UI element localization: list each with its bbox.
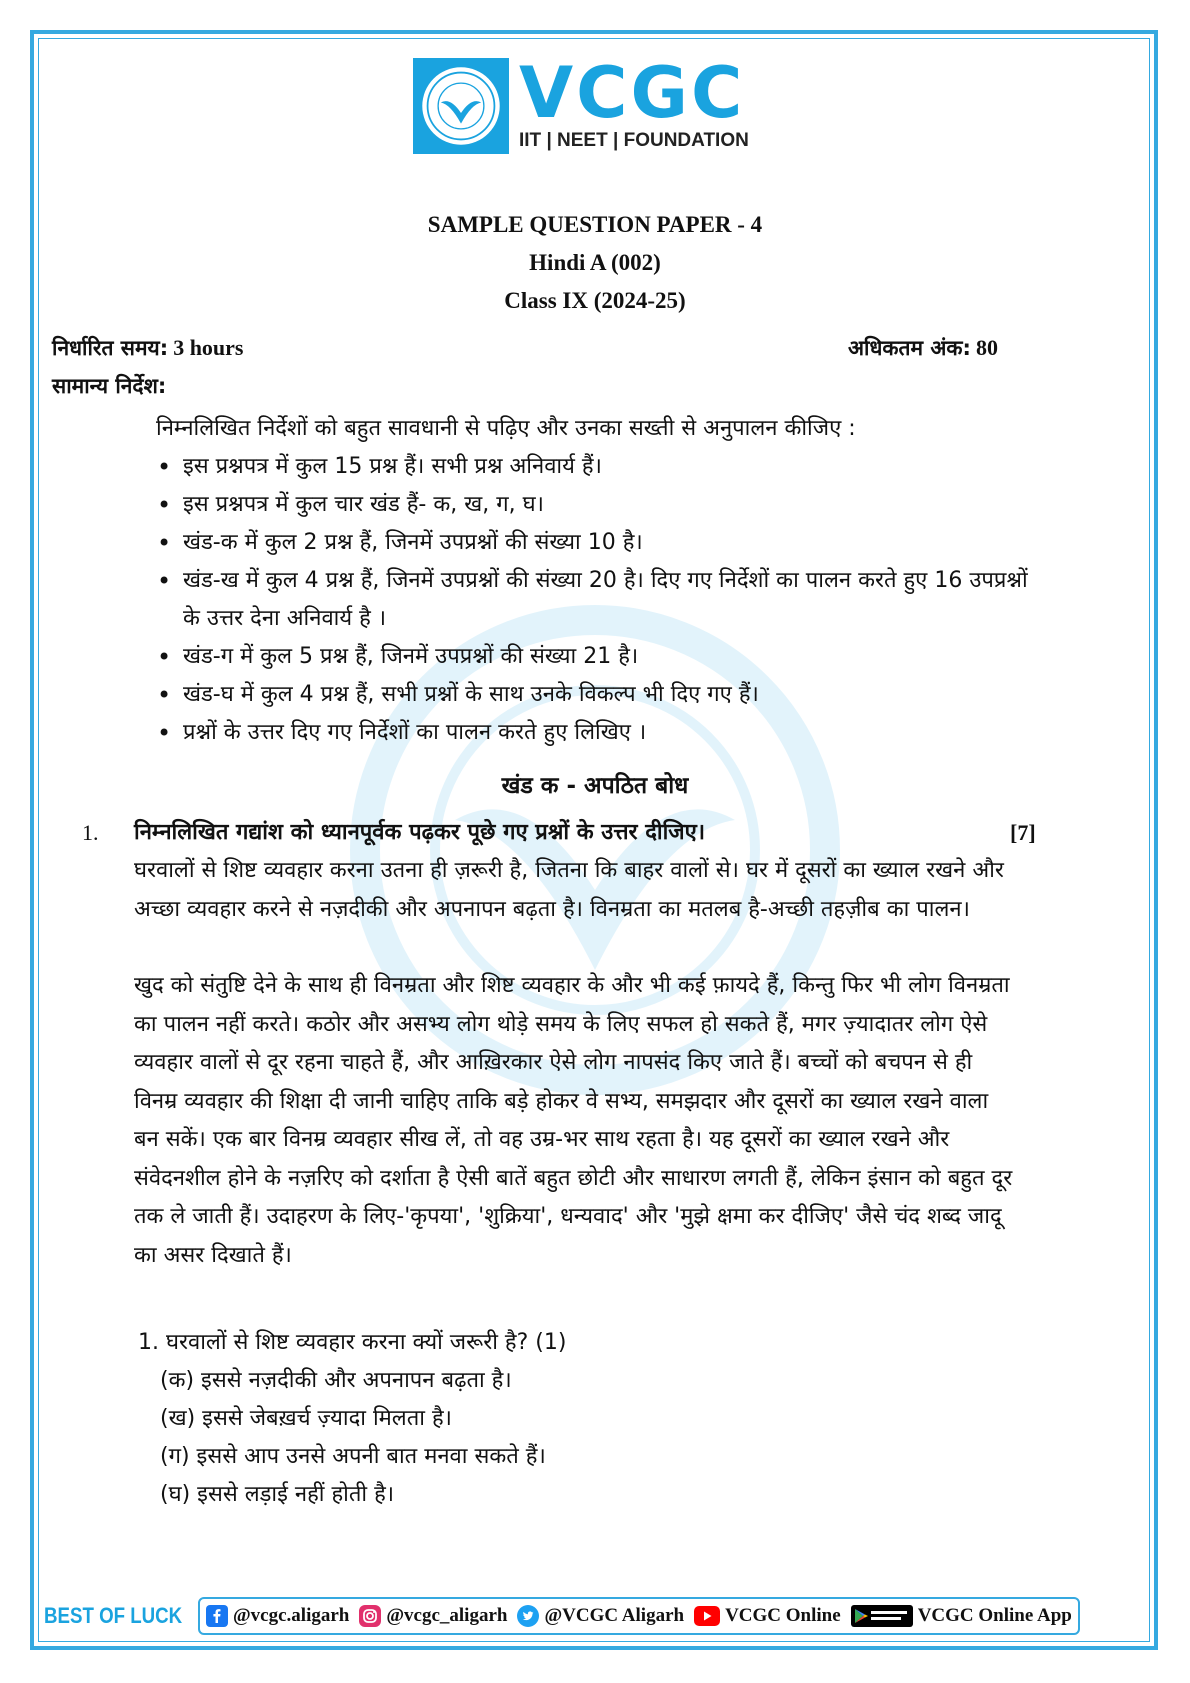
instruction-item: • प्रश्नों के उत्तर दिए गए निर्देशों का पालन करते हुए लिखिए । bbox=[155, 714, 1035, 752]
passage-paragraph-2: खुद को संतुष्टि देने के साथ ही विनम्रता और शिष्ट व्यवहार के और भी कई फ़ायदे हैं, किन्तु फिर भी लोग विनम्रता का पालन नहीं करते। कठोर और असभ्य लोग थोड़े समय के लिए सफल हो सकते हैं, मगर ज़्यादातर लोग ऐसे व्यवहार वालों से दूर रहना चाहते हैं, और आख़िरकार ऐसे लोग नापसंद किए जाते हैं। बच्चों को बचपन से ही विनम्र व्यवहार की शिक्षा दी जानी चाहिए ताकि बड़े होकर वे सभ्य, समझदार और दूसरों का ख्याल रखने वाला बन सकें। एक बार विनम्र व्यवहार सीख लें, तो वह उम्र-भर साथ रहता है। यह दूसरों का ख्याल रखने और संवेदनशील होने के नज़रिए को दर्शाता है ऐसी बातें बहुत छोटी और साधारण लगती हैं, लेकिन इंसान को बहुत दूर तक ले जाती हैं। उदाहरण के लिए-'कृपया', 'शुक्रिया', धन्यवाद' और 'मुझे क्षमा कर दीजिए' जैसे चंद शब्द जादू का असर दिखाते हैं। bbox=[134, 973, 1013, 1268]
instruction-item: • खंड-क में कुल 2 प्रश्न हैं, जिनमें उपप्रश्नों की संख्या 10 है। bbox=[155, 524, 1035, 562]
time-label: निर्धारित समय: bbox=[52, 336, 169, 360]
logo-subtitle: IIT | NEET | FOUNDATION bbox=[519, 130, 749, 151]
option-b: (ख) इससे जेबख़र्च ज़्यादा मिलता है। bbox=[160, 1406, 452, 1431]
instruction-item: • खंड-ख में कुल 4 प्रश्न हैं, जिनमें उपप्रश्नों की संख्या 20 है। दिए गए निर्देशों का पालन करते हुए 16 उपप्रश्नों के उत्तर देना अनिवार्य है । bbox=[155, 562, 1035, 638]
question-marks: [7] bbox=[1010, 820, 1036, 845]
instructions-list bbox=[155, 448, 1035, 752]
time-value: 3 hours bbox=[173, 335, 244, 360]
class-year: Class IX (2024-25) bbox=[504, 288, 686, 313]
instructions-intro: निम्नलिखित निर्देशों को बहुत सावधानी से पढ़िए और उनका सख्ती से अनुपालन कीजिए : bbox=[156, 416, 856, 441]
best-of-luck: BEST OF LUCK bbox=[44, 1603, 183, 1628]
instagram-link[interactable]: @vcgc_aligarh bbox=[359, 1605, 507, 1627]
question-number: 1. bbox=[82, 820, 99, 845]
marks-value: 80 bbox=[976, 335, 999, 360]
instruction-item: • इस प्रश्नपत्र में कुल चार खंड हैं- क, ख, ग, घ। bbox=[155, 486, 1035, 524]
instruction-item: • इस प्रश्नपत्र में कुल 15 प्रश्न हैं। सभी प्रश्न अनिवार्य हैं। bbox=[155, 448, 1035, 486]
section-title: खंड क - अपठित बोध bbox=[501, 773, 689, 799]
question-prompt: निम्नलिखित गद्यांश को ध्यानपूर्वक पढ़कर पूछे गए प्रश्नों के उत्तर दीजिए। bbox=[134, 820, 706, 845]
option-a: (क) इससे नज़दीकी और अपनापन बढ़ता है। bbox=[160, 1368, 512, 1393]
time-allowed bbox=[52, 334, 243, 362]
subject-title: Hindi A (002) bbox=[529, 250, 661, 275]
paper-title: SAMPLE QUESTION PAPER - 4 bbox=[427, 212, 763, 237]
footer bbox=[44, 1598, 1080, 1634]
passage-paragraph-1: घरवालों से शिष्ट व्यवहार करना उतना ही ज़रूरी है, जितना कि बाहर वालों से। घर में दूसरों का ख्याल रखने और अच्छा व्यवहार करने से नज़दीकी और अपनापन बढ़ता है। विनम्रता का मतलब है-अच्छी तहज़ीब का पालन। bbox=[134, 858, 1004, 922]
sub-question: 1. घरवालों से शिष्ट व्यवहार करना क्यों जरूरी है? (1) bbox=[138, 1330, 567, 1355]
marks-label: अधिकतम अंक: bbox=[848, 336, 971, 360]
youtube-icon bbox=[694, 1606, 720, 1626]
youtube-link[interactable]: VCGC Online bbox=[694, 1605, 841, 1627]
instagram-icon bbox=[359, 1605, 381, 1627]
brand-logo bbox=[413, 52, 749, 154]
option-d: (घ) इससे लड़ाई नहीं होती है। bbox=[160, 1482, 395, 1507]
option-c: (ग) इससे आप उनसे अपनी बात मनवा सकते हैं। bbox=[160, 1444, 546, 1469]
instructions-heading: सामान्य निर्देश: bbox=[52, 374, 167, 398]
facebook-icon bbox=[206, 1605, 228, 1627]
playstore-link[interactable]: VCGC Online App bbox=[851, 1605, 1072, 1627]
max-marks bbox=[848, 334, 998, 362]
social-bar bbox=[198, 1597, 1080, 1635]
google-play-icon bbox=[851, 1605, 913, 1627]
instruction-item: • खंड-ग में कुल 5 प्रश्न हैं, जिनमें उपप्रश्नों की संख्या 21 है। bbox=[155, 638, 1035, 676]
instruction-item: • खंड-घ में कुल 4 प्रश्न हैं, सभी प्रश्नों के साथ उनके विकल्प भी दिए गए हैं। bbox=[155, 676, 1035, 714]
logo-badge-icon bbox=[413, 58, 509, 154]
facebook-link[interactable]: @vcgc.aligarh bbox=[206, 1605, 349, 1627]
twitter-link[interactable]: @VCGC Aligarh bbox=[517, 1605, 684, 1627]
twitter-icon bbox=[517, 1605, 539, 1627]
logo-text: VCGC bbox=[519, 52, 746, 134]
